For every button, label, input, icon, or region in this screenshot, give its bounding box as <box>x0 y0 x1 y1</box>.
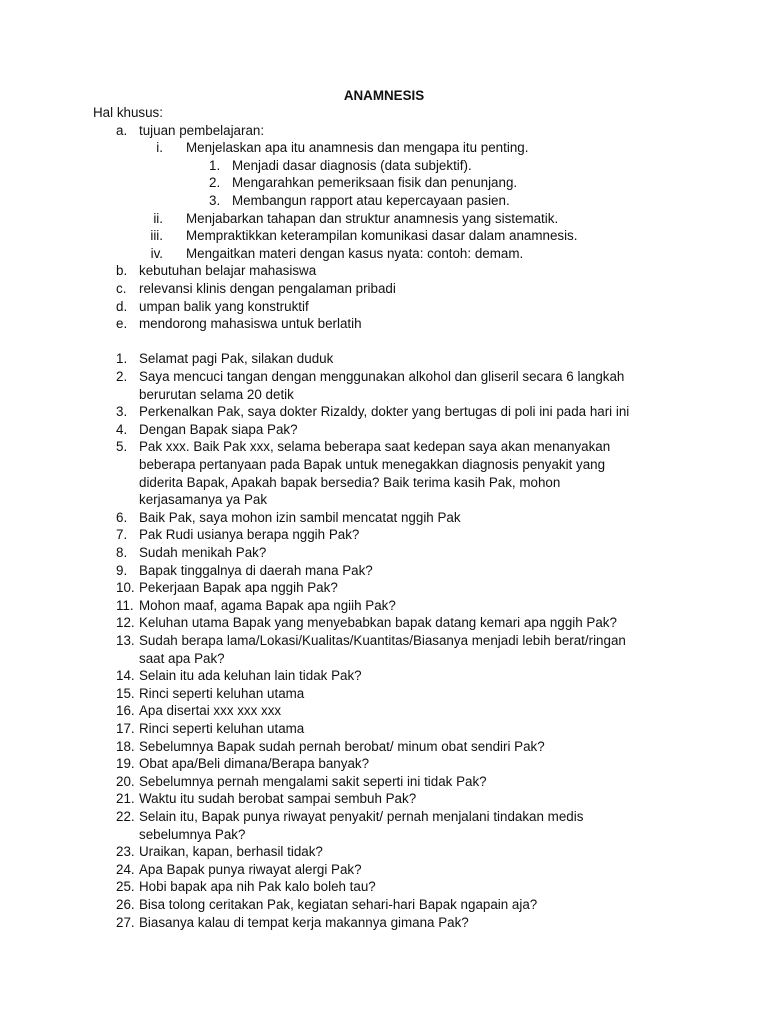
script-item-text: Perkenalkan Pak, saya dokter Rizaldy, dokter yang bertugas di poli ini pada hari ini <box>139 404 630 420</box>
script-item-text: Biasanya kalau di tempat kerja makannya gimana Pak? <box>139 914 469 930</box>
script-item-marker: 21. <box>116 791 135 807</box>
script-item-marker: 10. <box>116 580 135 596</box>
script-item-text: Apa disertai xxx xxx xxx <box>139 703 282 719</box>
script-item-text: Dengan Bapak siapa Pak? <box>139 421 298 437</box>
script-item-marker: 7. <box>116 527 128 543</box>
script-item-text: Selamat pagi Pak, silakan duduk <box>139 351 334 367</box>
outline-item-text: umpan balik yang konstruktif <box>139 298 309 314</box>
script-item-text: diderita Bapak, Apakah bapak bersedia? Baik terima kasih Pak, mohon <box>139 474 561 490</box>
roman-item-text: Mengaitkan materi dengan kasus nyata: contoh: demam. <box>186 245 524 261</box>
script-item-text: kerjasamanya ya Pak <box>139 492 268 508</box>
script-item-text: Sudah menikah Pak? <box>139 545 267 560</box>
script-item-marker: 11. <box>116 597 134 613</box>
script-item-marker: 15. <box>116 685 135 701</box>
script-item-marker: 26. <box>116 897 135 912</box>
outline-item-text: relevansi klinis dengan pengalaman pribadi <box>139 281 396 296</box>
script-item-text: Rinci seperti keluhan utama <box>139 685 305 701</box>
script-item-marker: 3. <box>116 404 128 420</box>
script-item-marker: 1. <box>116 351 128 367</box>
roman-item-text: Menjabarkan tahapan dan struktur anamnesis yang sistematik. <box>186 210 559 226</box>
script-item-marker: 27. <box>116 914 135 930</box>
script-item-text: Apa Bapak punya riwayat alergi Pak? <box>139 861 362 877</box>
script-item-text: Waktu itu sudah berobat sampai sembuh Pak? <box>139 791 417 807</box>
document-title: ANAMNESIS <box>343 88 425 103</box>
script-item-marker: 14. <box>116 668 135 684</box>
script-item-text: Bapak tinggalnya di daerah mana Pak? <box>139 562 373 578</box>
script-item-marker: 5. <box>116 439 128 455</box>
script-item-text: Baik Pak, saya mohon izin sambil mencatat nggih Pak <box>139 509 461 525</box>
script-item-marker: 6. <box>116 509 128 525</box>
script-item-text: Hobi bapak apa nih Pak kalo boleh tau? <box>139 879 376 895</box>
script-item-marker: 23. <box>116 844 135 860</box>
roman-item-marker: ii. <box>153 210 163 226</box>
script-item-marker: 20. <box>116 773 135 789</box>
script-item-marker: 17. <box>116 721 135 736</box>
outline-item-marker: d. <box>116 298 128 314</box>
roman-item-text: Menjelaskan apa itu anamnesis dan mengapa itu penting. <box>186 140 529 156</box>
outline-item-a-text: tujuan pembelajaran: <box>139 122 265 138</box>
numbered-subitem-marker: 3. <box>209 193 221 208</box>
script-item-marker: 2. <box>116 369 128 384</box>
script-item-text: sebelumnya Pak? <box>139 826 246 842</box>
script-item-text: Pak xxx. Baik Pak xxx, selama beberapa saat kedepan saya akan menanyakan <box>139 439 611 455</box>
script-item-text: beberapa pertanyaan pada Bapak untuk menegakkan diagnosis penyakit yang <box>139 457 606 472</box>
roman-item-marker: iii. <box>150 228 163 244</box>
script-item-text: Selain itu, Bapak punya riwayat penyakit/ pernah menjalani tindakan medis <box>139 809 584 824</box>
script-item-text: berurutan selama 20 detik <box>139 386 294 402</box>
script-item-marker: 4. <box>116 421 128 437</box>
script-item-text: Sudah berapa lama/Lokasi/Kualitas/Kuantitas/Biasanya menjadi lebih berat/ringan <box>139 633 626 648</box>
script-item-text: Saya mencuci tangan dengan menggunakan alkohol dan gliseril secara 6 langkah <box>139 369 625 384</box>
numbered-subitem-text: Mengarahkan pemeriksaan fisik dan penunjang. <box>232 175 518 191</box>
script-item-marker: 25. <box>116 879 135 895</box>
roman-item-marker: i. <box>156 140 163 156</box>
outline-item-text: mendorong mahasiswa untuk berlatih <box>139 316 362 332</box>
script-item-text: Sebelumnya Bapak sudah pernah berobat/ minum obat sendiri Pak? <box>139 738 545 754</box>
outline-item-a-marker: a. <box>116 122 128 138</box>
outline-item-text: kebutuhan belajar mahasiswa <box>139 263 317 279</box>
script-item-marker: 16. <box>116 703 135 719</box>
roman-item-text: Mempraktikkan keterampilan komunikasi dasar dalam anamnesis. <box>186 228 578 244</box>
numbered-subitem-marker: 2. <box>209 175 221 191</box>
script-item-marker: 18. <box>116 738 135 754</box>
script-item-text: Keluhan utama Bapak yang menyebabkan bapak datang kemari apa nggih Pak? <box>139 615 617 631</box>
script-item-text: saat apa Pak? <box>139 650 225 666</box>
script-item-marker: 22. <box>116 809 135 824</box>
script-item-text: Mohon maaf, agama Bapak apa ngiih Pak? <box>139 597 396 613</box>
outline-item-marker: c. <box>116 281 127 296</box>
script-item-text: Uraikan, kapan, berhasil tidak? <box>139 844 323 860</box>
script-item-text: Rinci seperti keluhan utama <box>139 721 305 736</box>
script-item-text: Obat apa/Beli dimana/Berapa banyak? <box>139 756 370 772</box>
outline-item-marker: b. <box>116 263 128 279</box>
script-item-marker: 13. <box>116 633 135 648</box>
roman-item-marker: iv. <box>150 245 163 261</box>
script-item-marker: 19. <box>116 756 135 772</box>
section-label-text: Hal khusus: <box>93 105 163 120</box>
script-item-marker: 8. <box>116 545 128 560</box>
script-item-text: Pekerjaan Bapak apa nggih Pak? <box>139 580 338 596</box>
script-item-marker: 12. <box>116 615 135 631</box>
script-item-text: Bisa tolong ceritakan Pak, kegiatan sehari-hari Bapak ngapain aja? <box>139 897 538 912</box>
script-item-text: Selain itu ada keluhan lain tidak Pak? <box>139 668 362 684</box>
script-item-text: Sebelumnya pernah mengalami sakit seperti ini tidak Pak? <box>139 773 487 789</box>
outline-item-marker: e. <box>116 316 128 332</box>
script-item-marker: 9. <box>116 562 128 578</box>
numbered-subitem-text: Menjadi dasar diagnosis (data subjektif). <box>232 157 472 173</box>
numbered-subitem-marker: 1. <box>209 157 221 173</box>
numbered-subitem-text: Membangun rapport atau kepercayaan pasien. <box>232 193 510 208</box>
script-item-text: Pak Rudi usianya berapa nggih Pak? <box>139 527 360 543</box>
script-item-marker: 24. <box>116 861 135 877</box>
